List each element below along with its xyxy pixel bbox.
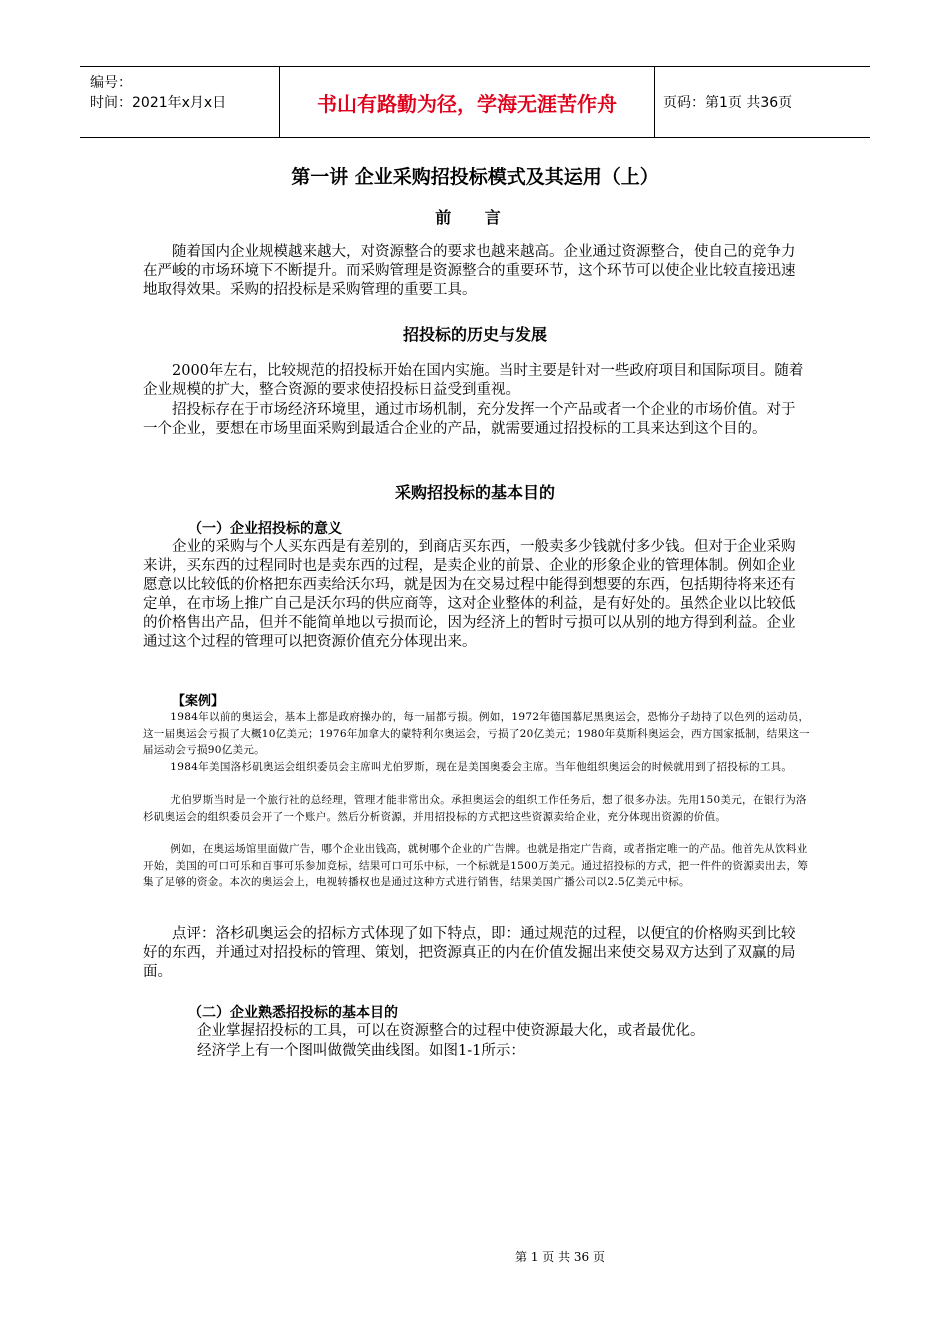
section-1-heading: （一）企业招投标的意义	[188, 521, 342, 537]
case-paragraph-1: 1984年以前的奥运会，基本上都是政府操办的，每一届都亏损。例如，1972年德国慕尼黑奥运会，恐怖分子劫持了以色列的运动员，这一届奥运会亏损了大概10亿美元；1976年加拿大的蒙特利尔奥运会，亏损了20亿美元；1980年莫斯科奥运会，西方国家抵制，结果这一届运动会亏损90亿美元。	[143, 711, 810, 756]
header-page-number: 页码：第1页 共36页	[663, 95, 793, 111]
purpose-heading: 采购招投标的基本目的	[394, 483, 555, 502]
preface-heading: 前 言	[435, 208, 515, 227]
header-table	[80, 66, 870, 138]
case-paragraph-2: 1984年美国洛杉矶奥运会组织委员会主席叫尤伯罗斯，现在是美国奥委会主席。当年他组织奥运会的时候就用到了招投标的工具。	[170, 761, 793, 773]
header-motto: 书山有路勤为径，学海无涯苦作舟	[280, 67, 655, 137]
preface-paragraph: 随着国内企业规模越来越大，对资源整合的要求也越来越高。企业通过资源整合，使自己的竞争力在严峻的市场环境下不断提升。而采购管理是资源整合的重要环节，这个环节可以使企业比较直接迅速地取得效果。采购的招投标是采购管理的重要工具。	[143, 244, 796, 298]
section-2-heading: （二）企业熟悉招投标的基本目的	[188, 1005, 398, 1021]
page-footer: 第 1 页 共 36 页	[515, 1250, 605, 1264]
lecture-title: 第一讲 企业采购招投标模式及其运用（上）	[291, 166, 659, 188]
history-heading: 招投标的历史与发展	[402, 325, 547, 344]
case-label: 【案例】	[172, 694, 225, 709]
case-paragraph-4: 例如，在奥运场馆里面做广告，哪个企业出钱高，就树哪个企业的广告牌。也就是指定广告商，或者指定唯一的产品。他首先从饮料业开始，美国的可口可乐和百事可乐参加竞标，结果可口可乐中标，一个标就是1500万美元。通过招投标的方式，把一件件的资源卖出去，筹集了足够的资金。本次的奥运会上，电视转播权也是通过这种方式进行销售，结果美国广播公司以2.5亿美元中标。	[143, 843, 809, 888]
date-line: 时间：2021年x月x日	[90, 95, 227, 111]
history-paragraph-2: 招投标存在于市场经济环境里，通过市场机制，充分发挥一个产品或者一个企业的市场价值。对于一个企业，要想在市场里面采购到最适合企业的产品，就需要通过招投标的工具来达到这个目的。	[143, 402, 796, 437]
comment-paragraph: 点评：洛杉矶奥运会的招标方式体现了如下特点，即：通过规范的过程，以便宜的价格购买到比较好的东西，并通过对招投标的管理、策划，把资源真正的内在价值发掘出来使交易双方达到了双赢的局面。	[143, 926, 796, 980]
history-paragraph-1: 2000年左右，比较规范的招投标开始在国内实施。当时主要是针对一些政府项目和国际项目。随着企业规模的扩大，整合资源的要求使招投标日益受到重视。	[143, 363, 804, 398]
section-2-paragraph-2: 经济学上有一个图叫做微笑曲线图。如图1-1所示：	[197, 1043, 525, 1059]
header-meta	[80, 67, 280, 137]
serial-number: 编号：	[90, 75, 132, 91]
section-1-paragraph: 企业的采购与个人买东西是有差别的，到商店买东西，一般卖多少钱就付多少钱。但对于企业采购来讲，买东西的过程同时也是卖东西的过程，是卖企业的前景、企业的形象企业的管理体制。例如企业愿意以比较低的价格把东西卖给沃尔玛，就是因为在交易过程中能得到想要的东西，包括期待将来还有定单，在市场上推广自己是沃尔玛的供应商等，这对企业整体的利益，是有好处的。虽然企业以比较低的价格售出产品，但并不能简单地以亏损而论，因为经济上的暂时亏损可以从别的地方得到利益。企业通过这个过程的管理可以把资源价值充分体现出来。	[143, 539, 796, 650]
section-2-paragraph-1: 企业掌握招投标的工具，可以在资源整合的过程中使资源最大化，或者最优化。	[197, 1023, 705, 1039]
case-paragraph-3: 尤伯罗斯当时是一个旅行社的总经理，管理才能非常出众。承担奥运会的组织工作任务后，想了很多办法。先用150美元，在银行为洛杉矶奥运会的组织委员会开了一个账户。然后分析资源，并用招投标的方式把这些资源卖给企业，充分体现出资源的价值。	[143, 794, 807, 823]
